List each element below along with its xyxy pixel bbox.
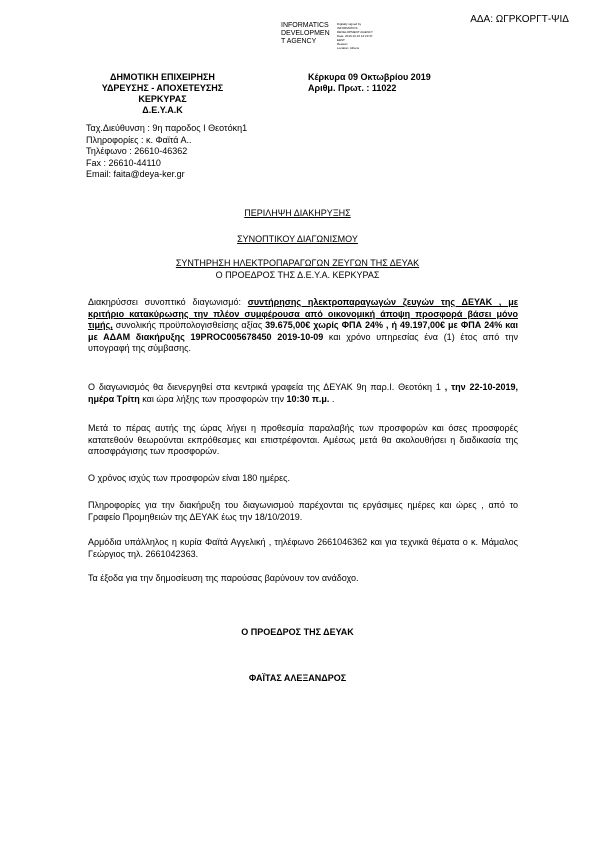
paragraph-announcement: [88, 297, 518, 355]
signature-line: Date: 2019.10.10 12:23:37: [337, 34, 373, 38]
organization-header: [80, 72, 245, 116]
text-span-bold-underline: συντήρησης ηλεκτροπαραγωγών ζευγών της ΔΕΥΑΚ , με κριτήριο κατακύρωσης την πλέον συμφέρουσα από οικονομική άποψη προσφορά βάσει μόνο τιμής,: [88, 297, 519, 330]
title-president: Ο ΠΡΟΕΔΡΟΣ ΤΗΣ Δ.Ε.Υ.Α. ΚΕΡΚΥΡΑΣ: [215, 270, 380, 280]
org-line: ΚΕΡΚΥΡΑΣ: [138, 94, 187, 104]
paragraph-venue: [88, 382, 518, 405]
org-line: Δ.Ε.Υ.Α.Κ: [142, 105, 183, 115]
text-span: Ο διαγωνισμός θα διενεργηθεί στα κεντρικά γραφεία της ΔΕΥΑΚ 9η παρ.Ι. Θεοτόκη 1: [88, 382, 445, 392]
text-span: και ώρα λήξης των προσφορών την: [139, 393, 287, 404]
contact-fax: Fax : 26610-44110: [86, 157, 161, 168]
contact-address: Ταχ.Διεύθυνση : 9η παροδος Ι Θεοτόκη1: [86, 123, 248, 133]
text-span-bold: 39.675,00€ χωρίς ΦΠΑ 24% , ή 49.197,00€ με ΦΠΑ 24% και με ΑΔΑΜ διακήρυξης 19PROC005678450 2019-10-09: [88, 320, 518, 342]
digital-signature-stamp: [281, 22, 377, 52]
contact-email: Email: faita@deya-ker.gr: [86, 169, 185, 179]
paragraph-information: Πληροφορίες για την διακήρυξη του διαγωνισμού παρέχονται τις εργάσιμες ημέρες και ώρες , από το Γραφείο Προμηθειών της ΔΕΥΑΚ έως την 18/10/2019.: [88, 500, 518, 522]
org-line: ΔΗΜΟΤΙΚΗ ΕΠΙΧΕΙΡΗΣΗ: [110, 72, 215, 82]
signature-line: EEST: [337, 38, 345, 42]
signature-line: Reason:: [337, 42, 349, 46]
contact-info-person: Πληροφορίες : κ. Φαϊτά Α..: [86, 134, 192, 145]
text-span: συνολικής προϋπολογισθείσης αξίας: [112, 320, 266, 330]
title-subject: ΣΥΝΤΗΡΗΣΗ ΗΛΕΚΤΡΟΠΑΡΑΓΩΓΩΝ ΖΕΥΓΩΝ ΤΗΣ ΔΕΥΑΚ: [175, 258, 420, 268]
ada-code: ΑΔΑ: ΩΓΡΚΟΡΓΤ-ΨΙΔ: [470, 14, 569, 25]
text-span-bold: , την 22-10-2019, ημέρα Τρίτη: [88, 382, 519, 404]
logo-line: INFORMATICS: [281, 22, 329, 29]
title-competition: ΣΥΝΟΠΤΙΚΟΥ ΔΙΑΓΩΝΙΣΜΟΥ: [237, 234, 358, 244]
signature-details: [337, 22, 373, 50]
paragraph-contact-persons: Αρμόδια υπάλληλος η κυρία Φαϊτά Αγγελική , τηλέφωνο 2661046362 και για τεχνικά θέματα ο κ. Μάμαλος Γεώργιος τηλ. 2661042363.: [88, 537, 518, 559]
signature-line: Digitally signed by: [337, 22, 362, 26]
contact-block: [86, 123, 247, 181]
signature-name: ΦΑΪΤΑΣ ΑΛΕΞΑΝΔΡΟΣ: [248, 673, 347, 683]
org-line: ΥΔΡΕΥΣΗΣ - ΑΠΟΧΕΤΕΥΣΗΣ: [101, 83, 224, 93]
agency-logo-text: [281, 22, 330, 46]
paragraph-validity: Ο χρόνος ισχύς των προσφορών είναι 180 ημέρες.: [88, 473, 290, 483]
contact-phone: Τηλέφωνο : 26610-46362: [86, 146, 188, 156]
protocol-number: Αριθμ. Πρωτ. : 11022: [308, 83, 397, 93]
title-summary: ΠΕΡΙΛΗΨΗ ΔΙΑΚΗΡΥΞΗΣ: [244, 208, 351, 218]
date-protocol-block: [308, 72, 431, 94]
logo-line: T AGENCY: [281, 38, 317, 45]
text-span: Διακηρύσσει συνοπτικό διαγωνισμό:: [88, 297, 248, 307]
logo-line: DEVELOPMEN: [281, 30, 330, 37]
text-span: .: [329, 393, 335, 404]
signature-line: INFORMATICS: [337, 26, 358, 30]
paragraph-deadline: Μετά το πέρας αυτής της ώρας λήγει η προθεσμία παραλαβής των προσφορών και όσες προσφορές κατατεθούν θεωρούνται εκπρόθεσμες και επιστρέφονται. Αμέσως μετά θα ακολουθήσει η διαδικασία της αποσφράγισης των προσφορών.: [88, 423, 518, 456]
text-span: και χρόνο υπηρεσίας ένα (1) έτος από την υπογραφή της σύμβασης.: [88, 331, 518, 353]
document-date: Κέρκυρα 09 Οκτωβρίου 2019: [308, 72, 431, 82]
signature-line: DEVELOPMENT AGENCY: [337, 30, 373, 34]
signature-line: Location: Athens: [337, 46, 360, 50]
paragraph-expenses: Τα έξοδα για την δημοσίευση της παρούσας βαρύνουν τον ανάδοχο.: [88, 573, 359, 583]
text-span-bold: 10:30 π.μ.: [286, 393, 330, 404]
signature-role: Ο ΠΡΟΕΔΡΟΣ ΤΗΣ ΔΕΥΑΚ: [241, 627, 354, 637]
